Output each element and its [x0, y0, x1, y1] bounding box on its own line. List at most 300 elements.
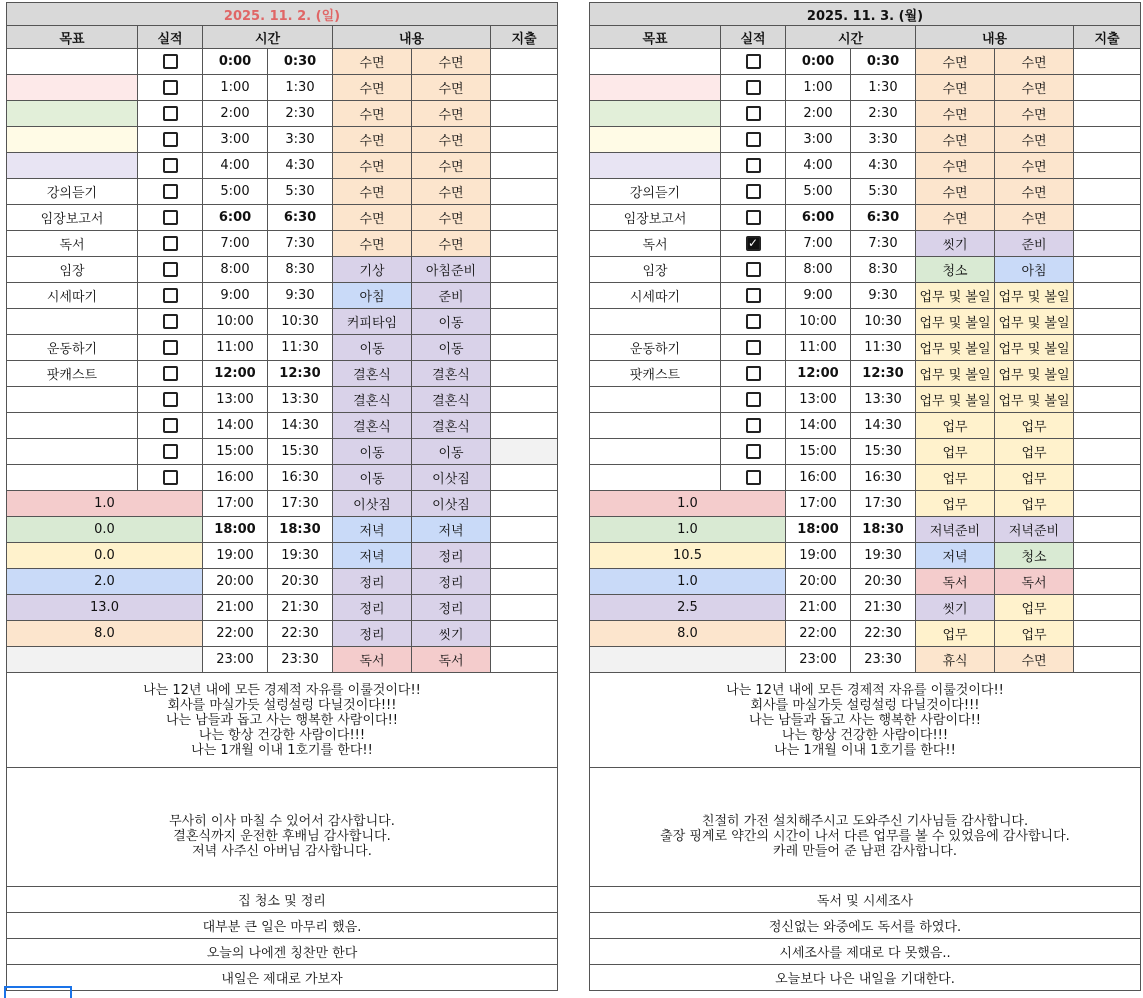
end-time-cell[interactable]: 0:30: [268, 49, 333, 75]
content-cell-2[interactable]: 수면: [995, 101, 1074, 127]
content-cell-1[interactable]: 저녁: [333, 543, 412, 569]
start-time-cell[interactable]: 15:00: [786, 439, 851, 465]
start-time-cell[interactable]: 4:00: [786, 153, 851, 179]
start-time-cell[interactable]: 23:00: [786, 647, 851, 673]
content-cell-2[interactable]: 수면: [412, 205, 491, 231]
end-time-cell[interactable]: 8:30: [268, 257, 333, 283]
checkbox[interactable]: [746, 366, 761, 381]
content-cell-1[interactable]: 수면: [916, 153, 995, 179]
end-time-cell[interactable]: 21:30: [851, 595, 916, 621]
result-cell[interactable]: [721, 387, 786, 413]
content-cell-2[interactable]: 준비: [412, 283, 491, 309]
end-time-cell[interactable]: 12:30: [268, 361, 333, 387]
content-cell-1[interactable]: 결혼식: [333, 413, 412, 439]
goal-cell[interactable]: [590, 413, 721, 439]
start-time-cell[interactable]: 3:00: [203, 127, 268, 153]
checkbox[interactable]: [163, 106, 178, 121]
checkbox[interactable]: [163, 236, 178, 251]
expense-cell[interactable]: [1074, 205, 1141, 231]
content-cell-2[interactable]: 수면: [412, 75, 491, 101]
goal-cell[interactable]: [7, 309, 138, 335]
result-cell[interactable]: [138, 153, 203, 179]
result-cell[interactable]: [138, 465, 203, 491]
date-title[interactable]: 2025. 11. 3. (월): [590, 3, 1141, 26]
checkbox[interactable]: [163, 288, 178, 303]
content-cell-2[interactable]: 업무: [995, 439, 1074, 465]
content-cell-2[interactable]: 업무 및 볼일: [995, 335, 1074, 361]
goal-cell[interactable]: [7, 413, 138, 439]
checkbox[interactable]: [163, 54, 178, 69]
summary-value-cell[interactable]: [590, 647, 786, 673]
start-time-cell[interactable]: 0:00: [786, 49, 851, 75]
expense-cell[interactable]: [1074, 621, 1141, 647]
start-time-cell[interactable]: 2:00: [203, 101, 268, 127]
content-cell-2[interactable]: 업무: [995, 621, 1074, 647]
summary-value-cell[interactable]: 1.0: [7, 491, 203, 517]
expense-cell[interactable]: [491, 257, 558, 283]
checkbox[interactable]: [163, 158, 178, 173]
summary-value-cell[interactable]: 2.5: [590, 595, 786, 621]
content-cell-2[interactable]: 결혼식: [412, 361, 491, 387]
checkbox[interactable]: [163, 132, 178, 147]
end-time-cell[interactable]: 0:30: [851, 49, 916, 75]
affirmation-cell[interactable]: [7, 673, 558, 768]
goal-cell[interactable]: 임장보고서: [7, 205, 138, 231]
expense-cell[interactable]: [491, 179, 558, 205]
affirmation-cell[interactable]: [590, 673, 1141, 768]
expense-cell[interactable]: [1074, 283, 1141, 309]
result-cell[interactable]: [138, 75, 203, 101]
note-cell[interactable]: 내일은 제대로 가보자: [7, 965, 558, 991]
result-cell[interactable]: [721, 413, 786, 439]
goal-cell[interactable]: [590, 465, 721, 491]
content-cell-1[interactable]: 업무 및 볼일: [916, 361, 995, 387]
start-time-cell[interactable]: 22:00: [786, 621, 851, 647]
end-time-cell[interactable]: 18:30: [851, 517, 916, 543]
content-cell-2[interactable]: 독서: [995, 569, 1074, 595]
start-time-cell[interactable]: 11:00: [203, 335, 268, 361]
date-title[interactable]: 2025. 11. 2. (일): [7, 3, 558, 26]
content-cell-1[interactable]: 수면: [333, 231, 412, 257]
expense-cell[interactable]: [491, 465, 558, 491]
start-time-cell[interactable]: 23:00: [203, 647, 268, 673]
content-cell-1[interactable]: 씻기: [916, 231, 995, 257]
note-cell[interactable]: 정신없는 와중에도 독서를 하였다.: [590, 913, 1141, 939]
result-cell[interactable]: [138, 439, 203, 465]
checkbox[interactable]: [163, 366, 178, 381]
summary-value-cell[interactable]: [7, 647, 203, 673]
content-cell-1[interactable]: 수면: [916, 179, 995, 205]
end-time-cell[interactable]: 8:30: [851, 257, 916, 283]
end-time-cell[interactable]: 7:30: [268, 231, 333, 257]
content-cell-1[interactable]: 휴식: [916, 647, 995, 673]
note-cell[interactable]: 집 청소 및 정리: [7, 887, 558, 913]
start-time-cell[interactable]: 7:00: [786, 231, 851, 257]
end-time-cell[interactable]: 18:30: [268, 517, 333, 543]
result-cell[interactable]: [138, 309, 203, 335]
end-time-cell[interactable]: 5:30: [851, 179, 916, 205]
start-time-cell[interactable]: 5:00: [203, 179, 268, 205]
checkbox[interactable]: [163, 340, 178, 355]
content-cell-1[interactable]: 업무: [916, 621, 995, 647]
content-cell-2[interactable]: 독서: [412, 647, 491, 673]
content-cell-1[interactable]: 수면: [333, 179, 412, 205]
expense-cell[interactable]: [1074, 491, 1141, 517]
result-cell[interactable]: [138, 231, 203, 257]
content-cell-1[interactable]: 결혼식: [333, 361, 412, 387]
goal-cell[interactable]: 임장: [590, 257, 721, 283]
checkbox[interactable]: [746, 106, 761, 121]
end-time-cell[interactable]: 15:30: [268, 439, 333, 465]
start-time-cell[interactable]: 8:00: [786, 257, 851, 283]
content-cell-1[interactable]: 업무: [916, 491, 995, 517]
result-cell[interactable]: [721, 439, 786, 465]
start-time-cell[interactable]: 17:00: [203, 491, 268, 517]
goal-cell[interactable]: 운동하기: [590, 335, 721, 361]
start-time-cell[interactable]: 18:00: [786, 517, 851, 543]
content-cell-2[interactable]: 이삿짐: [412, 465, 491, 491]
end-time-cell[interactable]: 2:30: [268, 101, 333, 127]
content-cell-1[interactable]: 수면: [333, 153, 412, 179]
summary-value-cell[interactable]: 10.5: [590, 543, 786, 569]
expense-cell[interactable]: [491, 621, 558, 647]
start-time-cell[interactable]: 19:00: [786, 543, 851, 569]
expense-cell[interactable]: [491, 647, 558, 673]
gratitude-cell[interactable]: [590, 768, 1141, 887]
checkbox[interactable]: [746, 392, 761, 407]
start-time-cell[interactable]: 1:00: [203, 75, 268, 101]
content-cell-1[interactable]: 기상: [333, 257, 412, 283]
content-cell-2[interactable]: 이동: [412, 439, 491, 465]
result-cell[interactable]: [721, 127, 786, 153]
content-cell-2[interactable]: 수면: [995, 49, 1074, 75]
content-cell-1[interactable]: 수면: [333, 101, 412, 127]
checkbox[interactable]: [163, 262, 178, 277]
note-cell[interactable]: 오늘의 나에겐 칭찬만 한다: [7, 939, 558, 965]
expense-cell[interactable]: [491, 49, 558, 75]
goal-cell[interactable]: [7, 439, 138, 465]
content-cell-1[interactable]: 이동: [333, 439, 412, 465]
content-cell-1[interactable]: 수면: [333, 49, 412, 75]
note-cell[interactable]: 대부분 큰 일은 마무리 했음.: [7, 913, 558, 939]
content-cell-1[interactable]: 저녁: [333, 517, 412, 543]
start-time-cell[interactable]: 10:00: [203, 309, 268, 335]
content-cell-1[interactable]: 수면: [333, 75, 412, 101]
content-cell-1[interactable]: 업무: [916, 465, 995, 491]
start-time-cell[interactable]: 4:00: [203, 153, 268, 179]
content-cell-1[interactable]: 업무 및 볼일: [916, 387, 995, 413]
end-time-cell[interactable]: 5:30: [268, 179, 333, 205]
expense-cell[interactable]: [1074, 647, 1141, 673]
goal-cell[interactable]: 운동하기: [7, 335, 138, 361]
content-cell-2[interactable]: 정리: [412, 543, 491, 569]
note-cell[interactable]: 오늘보다 나은 내일을 기대한다.: [590, 965, 1141, 991]
content-cell-1[interactable]: 수면: [333, 205, 412, 231]
end-time-cell[interactable]: 19:30: [851, 543, 916, 569]
content-cell-1[interactable]: 업무 및 볼일: [916, 309, 995, 335]
start-time-cell[interactable]: 13:00: [203, 387, 268, 413]
start-time-cell[interactable]: 17:00: [786, 491, 851, 517]
expense-cell[interactable]: [491, 335, 558, 361]
result-cell[interactable]: [138, 413, 203, 439]
checkbox[interactable]: [746, 262, 761, 277]
start-time-cell[interactable]: 14:00: [786, 413, 851, 439]
start-time-cell[interactable]: 9:00: [786, 283, 851, 309]
start-time-cell[interactable]: 8:00: [203, 257, 268, 283]
expense-cell[interactable]: [491, 387, 558, 413]
checkbox[interactable]: [163, 184, 178, 199]
expense-cell[interactable]: [491, 309, 558, 335]
start-time-cell[interactable]: 19:00: [203, 543, 268, 569]
content-cell-2[interactable]: 수면: [412, 101, 491, 127]
end-time-cell[interactable]: 6:30: [268, 205, 333, 231]
expense-cell[interactable]: [1074, 543, 1141, 569]
content-cell-1[interactable]: 커피타임: [333, 309, 412, 335]
start-time-cell[interactable]: 18:00: [203, 517, 268, 543]
start-time-cell[interactable]: 14:00: [203, 413, 268, 439]
content-cell-1[interactable]: 독서: [916, 569, 995, 595]
end-time-cell[interactable]: 20:30: [268, 569, 333, 595]
content-cell-1[interactable]: 독서: [333, 647, 412, 673]
start-time-cell[interactable]: 3:00: [786, 127, 851, 153]
checkbox[interactable]: [746, 288, 761, 303]
expense-cell[interactable]: [491, 569, 558, 595]
content-cell-1[interactable]: 정리: [333, 595, 412, 621]
summary-value-cell[interactable]: 1.0: [590, 517, 786, 543]
end-time-cell[interactable]: 10:30: [268, 309, 333, 335]
expense-cell[interactable]: [1074, 465, 1141, 491]
selected-cell-outline[interactable]: [4, 986, 72, 998]
end-time-cell[interactable]: 9:30: [268, 283, 333, 309]
content-cell-2[interactable]: 결혼식: [412, 413, 491, 439]
start-time-cell[interactable]: 6:00: [203, 205, 268, 231]
checkbox[interactable]: [746, 132, 761, 147]
end-time-cell[interactable]: 1:30: [851, 75, 916, 101]
content-cell-1[interactable]: 업무: [916, 439, 995, 465]
content-cell-2[interactable]: 결혼식: [412, 387, 491, 413]
content-cell-2[interactable]: 업무: [995, 465, 1074, 491]
goal-cell[interactable]: 임장: [7, 257, 138, 283]
expense-cell[interactable]: [491, 127, 558, 153]
expense-cell[interactable]: [491, 101, 558, 127]
goal-cell[interactable]: [590, 75, 721, 101]
start-time-cell[interactable]: 7:00: [203, 231, 268, 257]
start-time-cell[interactable]: 22:00: [203, 621, 268, 647]
goal-cell[interactable]: 팟캐스트: [7, 361, 138, 387]
end-time-cell[interactable]: 3:30: [268, 127, 333, 153]
start-time-cell[interactable]: 6:00: [786, 205, 851, 231]
result-cell[interactable]: [721, 75, 786, 101]
start-time-cell[interactable]: 20:00: [203, 569, 268, 595]
content-cell-2[interactable]: 업무: [995, 413, 1074, 439]
expense-cell[interactable]: [1074, 179, 1141, 205]
content-cell-2[interactable]: 아침: [995, 257, 1074, 283]
end-time-cell[interactable]: 19:30: [268, 543, 333, 569]
summary-value-cell[interactable]: 1.0: [590, 569, 786, 595]
summary-value-cell[interactable]: 0.0: [7, 517, 203, 543]
checkbox[interactable]: [163, 444, 178, 459]
result-cell[interactable]: [721, 465, 786, 491]
checkbox[interactable]: [746, 54, 761, 69]
expense-cell[interactable]: [491, 205, 558, 231]
content-cell-1[interactable]: 이동: [333, 465, 412, 491]
content-cell-2[interactable]: 씻기: [412, 621, 491, 647]
start-time-cell[interactable]: 21:00: [786, 595, 851, 621]
header-expense[interactable]: 지출: [491, 26, 558, 49]
checkbox[interactable]: [746, 80, 761, 95]
end-time-cell[interactable]: 4:30: [851, 153, 916, 179]
result-cell[interactable]: [721, 179, 786, 205]
result-cell[interactable]: [721, 283, 786, 309]
note-cell[interactable]: 독서 및 시세조사: [590, 887, 1141, 913]
end-time-cell[interactable]: 2:30: [851, 101, 916, 127]
content-cell-1[interactable]: 저녁: [916, 543, 995, 569]
summary-value-cell[interactable]: 0.0: [7, 543, 203, 569]
content-cell-2[interactable]: 이동: [412, 335, 491, 361]
content-cell-2[interactable]: 정리: [412, 595, 491, 621]
goal-cell[interactable]: [7, 465, 138, 491]
goal-cell[interactable]: [7, 101, 138, 127]
result-cell[interactable]: [721, 205, 786, 231]
checkbox[interactable]: [163, 80, 178, 95]
goal-cell[interactable]: [590, 101, 721, 127]
note-cell[interactable]: 시세조사를 제대로 다 못했음..: [590, 939, 1141, 965]
content-cell-2[interactable]: 이동: [412, 309, 491, 335]
result-cell[interactable]: [721, 361, 786, 387]
result-cell[interactable]: [138, 257, 203, 283]
content-cell-2[interactable]: 수면: [995, 647, 1074, 673]
goal-cell[interactable]: 임장보고서: [590, 205, 721, 231]
content-cell-2[interactable]: 업무: [995, 595, 1074, 621]
end-time-cell[interactable]: 23:30: [268, 647, 333, 673]
goal-cell[interactable]: 강의듣기: [7, 179, 138, 205]
content-cell-2[interactable]: 수면: [412, 231, 491, 257]
expense-cell[interactable]: [1074, 49, 1141, 75]
result-cell[interactable]: [721, 257, 786, 283]
end-time-cell[interactable]: 22:30: [851, 621, 916, 647]
summary-value-cell[interactable]: 13.0: [7, 595, 203, 621]
end-time-cell[interactable]: 16:30: [268, 465, 333, 491]
result-cell[interactable]: [721, 231, 786, 257]
goal-cell[interactable]: 독서: [590, 231, 721, 257]
header-content[interactable]: 내용: [916, 26, 1074, 49]
content-cell-1[interactable]: 수면: [916, 75, 995, 101]
expense-cell[interactable]: [1074, 595, 1141, 621]
expense-cell[interactable]: [491, 413, 558, 439]
end-time-cell[interactable]: 20:30: [851, 569, 916, 595]
summary-value-cell[interactable]: 1.0: [590, 491, 786, 517]
result-cell[interactable]: [138, 101, 203, 127]
header-content[interactable]: 내용: [333, 26, 491, 49]
header-time[interactable]: 시간: [786, 26, 916, 49]
content-cell-1[interactable]: 이삿짐: [333, 491, 412, 517]
expense-cell[interactable]: [491, 491, 558, 517]
content-cell-1[interactable]: 정리: [333, 621, 412, 647]
end-time-cell[interactable]: 17:30: [268, 491, 333, 517]
result-cell[interactable]: [138, 179, 203, 205]
header-time[interactable]: 시간: [203, 26, 333, 49]
goal-cell[interactable]: [7, 387, 138, 413]
summary-value-cell[interactable]: 8.0: [590, 621, 786, 647]
result-cell[interactable]: [721, 49, 786, 75]
result-cell[interactable]: [138, 205, 203, 231]
summary-value-cell[interactable]: 2.0: [7, 569, 203, 595]
header-expense[interactable]: 지출: [1074, 26, 1141, 49]
expense-cell[interactable]: [1074, 101, 1141, 127]
goal-cell[interactable]: [7, 49, 138, 75]
start-time-cell[interactable]: 21:00: [203, 595, 268, 621]
expense-cell[interactable]: [491, 153, 558, 179]
content-cell-2[interactable]: 업무: [995, 491, 1074, 517]
content-cell-1[interactable]: 청소: [916, 257, 995, 283]
end-time-cell[interactable]: 17:30: [851, 491, 916, 517]
start-time-cell[interactable]: 2:00: [786, 101, 851, 127]
expense-cell[interactable]: [491, 361, 558, 387]
checkbox[interactable]: [163, 392, 178, 407]
start-time-cell[interactable]: 16:00: [786, 465, 851, 491]
content-cell-2[interactable]: 저녁: [412, 517, 491, 543]
content-cell-2[interactable]: 수면: [412, 49, 491, 75]
result-cell[interactable]: [138, 335, 203, 361]
expense-cell[interactable]: [1074, 231, 1141, 257]
checked-checkbox[interactable]: ✓: [746, 236, 761, 251]
checkbox[interactable]: [163, 418, 178, 433]
content-cell-2[interactable]: 이삿짐: [412, 491, 491, 517]
expense-cell[interactable]: [491, 283, 558, 309]
goal-cell[interactable]: [590, 49, 721, 75]
content-cell-2[interactable]: 청소: [995, 543, 1074, 569]
expense-cell[interactable]: [1074, 439, 1141, 465]
goal-cell[interactable]: [7, 127, 138, 153]
expense-cell[interactable]: [491, 517, 558, 543]
content-cell-1[interactable]: 아침: [333, 283, 412, 309]
end-time-cell[interactable]: 16:30: [851, 465, 916, 491]
content-cell-2[interactable]: 수면: [995, 127, 1074, 153]
checkbox[interactable]: [746, 340, 761, 355]
end-time-cell[interactable]: 3:30: [851, 127, 916, 153]
goal-cell[interactable]: [590, 309, 721, 335]
content-cell-2[interactable]: 수면: [995, 179, 1074, 205]
expense-cell[interactable]: [1074, 127, 1141, 153]
end-time-cell[interactable]: 11:30: [268, 335, 333, 361]
end-time-cell[interactable]: 15:30: [851, 439, 916, 465]
goal-cell[interactable]: [590, 127, 721, 153]
content-cell-1[interactable]: 정리: [333, 569, 412, 595]
checkbox[interactable]: [746, 210, 761, 225]
expense-cell[interactable]: [1074, 387, 1141, 413]
result-cell[interactable]: [138, 387, 203, 413]
end-time-cell[interactable]: 13:30: [851, 387, 916, 413]
content-cell-2[interactable]: 저녁준비: [995, 517, 1074, 543]
content-cell-1[interactable]: 수면: [916, 101, 995, 127]
content-cell-1[interactable]: 저녁준비: [916, 517, 995, 543]
content-cell-2[interactable]: 업무 및 볼일: [995, 387, 1074, 413]
summary-value-cell[interactable]: 8.0: [7, 621, 203, 647]
goal-cell[interactable]: 시세따기: [7, 283, 138, 309]
checkbox[interactable]: [746, 314, 761, 329]
content-cell-2[interactable]: 업무 및 볼일: [995, 361, 1074, 387]
goal-cell[interactable]: 시세따기: [590, 283, 721, 309]
end-time-cell[interactable]: 6:30: [851, 205, 916, 231]
content-cell-1[interactable]: 수면: [916, 49, 995, 75]
checkbox[interactable]: [746, 184, 761, 199]
content-cell-2[interactable]: 아침준비: [412, 257, 491, 283]
content-cell-2[interactable]: 업무 및 볼일: [995, 283, 1074, 309]
checkbox[interactable]: [746, 470, 761, 485]
goal-cell[interactable]: [7, 75, 138, 101]
start-time-cell[interactable]: 20:00: [786, 569, 851, 595]
header-goal[interactable]: 목표: [7, 26, 138, 49]
